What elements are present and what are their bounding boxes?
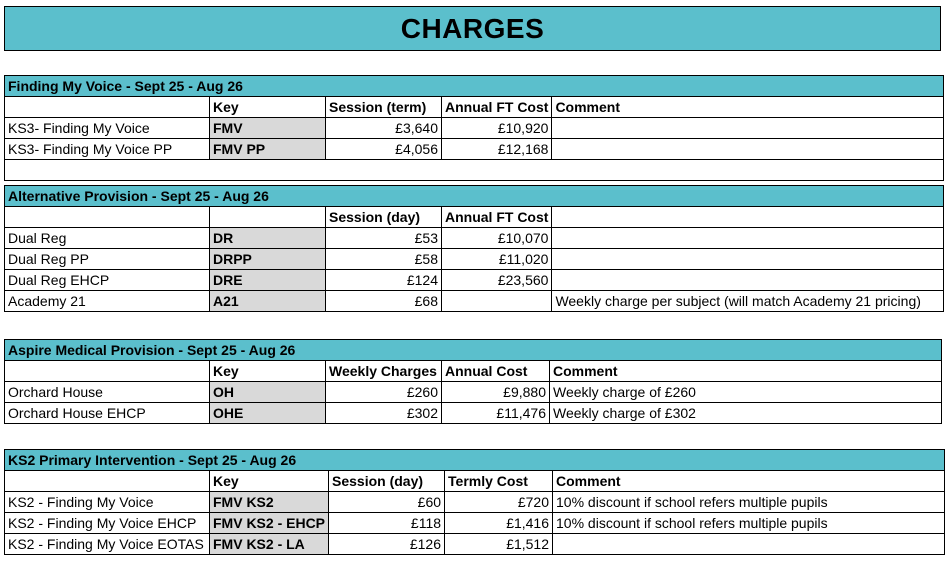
column-header: Weekly Charges (326, 361, 442, 382)
session-cost-cell: £124 (326, 270, 442, 291)
section-header-row (5, 76, 944, 97)
comment-cell: Weekly charge of £260 (550, 382, 942, 403)
comment-cell: Weekly charge per subject (will match Academy 21 pricing) (552, 291, 944, 312)
section-header: KS2 Primary Intervention - Sept 25 - Aug 26 (5, 450, 945, 471)
column-header: Termly Cost (445, 471, 553, 492)
key-cell: FMV KS2 - EHCP (210, 513, 329, 534)
weekly-charge-cell: £260 (326, 382, 442, 403)
session-cost-cell: £4,056 (326, 139, 442, 160)
column-header: Annual FT Cost (442, 207, 552, 228)
spacer-row (5, 160, 944, 181)
column-header-row (5, 97, 944, 118)
termly-cost-cell: £1,416 (445, 513, 553, 534)
key-cell: A21 (210, 291, 326, 312)
service-name-cell: KS3- Finding My Voice PP (5, 139, 210, 160)
annual-cost-cell: £11,020 (442, 249, 552, 270)
service-name-cell: Orchard House (5, 382, 210, 403)
annual-cost-cell (442, 291, 552, 312)
service-name-cell: KS2 - Finding My Voice EHCP (5, 513, 210, 534)
section-header: Finding My Voice - Sept 25 - Aug 26 (5, 76, 944, 97)
annual-cost-cell: £23,560 (442, 270, 552, 291)
key-cell: DRPP (210, 249, 326, 270)
session-cost-cell: £118 (329, 513, 445, 534)
column-header (5, 97, 210, 118)
key-cell: DRE (210, 270, 326, 291)
section-header: Aspire Medical Provision - Sept 25 - Aug 26 (5, 340, 942, 361)
weekly-charge-cell: £302 (326, 403, 442, 424)
column-header: Annual Cost (442, 361, 550, 382)
comment-cell (552, 228, 944, 249)
session-cost-cell: £60 (329, 492, 445, 513)
key-cell: FMV PP (210, 139, 326, 160)
column-header (210, 207, 326, 228)
session-cost-cell: £58 (326, 249, 442, 270)
column-header (5, 207, 210, 228)
annual-cost-cell: £9,880 (442, 382, 550, 403)
service-name-cell: Dual Reg PP (5, 249, 210, 270)
annual-cost-cell: £11,476 (442, 403, 550, 424)
session-cost-cell: £126 (329, 534, 445, 555)
table-row (5, 534, 945, 555)
table-row (5, 513, 945, 534)
column-header: Comment (552, 97, 944, 118)
table-row (5, 228, 944, 249)
termly-cost-cell: £720 (445, 492, 553, 513)
charges-title-bar (4, 6, 941, 51)
service-name-cell: KS2 - Finding My Voice EOTAS (5, 534, 210, 555)
key-cell: FMV KS2 - LA (210, 534, 329, 555)
column-header: Comment (550, 361, 942, 382)
empty-cell (5, 160, 944, 181)
service-name-cell: KS3- Finding My Voice (5, 118, 210, 139)
comment-cell (552, 118, 944, 139)
session-cost-cell: £53 (326, 228, 442, 249)
table-row (5, 403, 942, 424)
annual-cost-cell: £10,920 (442, 118, 552, 139)
comment-cell (552, 139, 944, 160)
comment-cell: 10% discount if school refers multiple pupils (553, 513, 945, 534)
finding-my-voice-table (4, 75, 944, 181)
column-header (5, 361, 210, 382)
service-name-cell: Academy 21 (5, 291, 210, 312)
alternative-provision-table (4, 185, 944, 312)
key-cell: FMV KS2 (210, 492, 329, 513)
table-row (5, 492, 945, 513)
column-header: Annual FT Cost (442, 97, 552, 118)
key-cell: OH (210, 382, 326, 403)
column-header (5, 471, 210, 492)
table-row (5, 139, 944, 160)
service-name-cell: Dual Reg (5, 228, 210, 249)
column-header: Session (day) (329, 471, 445, 492)
table-row (5, 118, 944, 139)
ks2-primary-intervention-table (4, 449, 945, 555)
section-header-row (5, 450, 945, 471)
column-header: Key (210, 361, 326, 382)
column-header-row (5, 471, 945, 492)
annual-cost-cell: £10,070 (442, 228, 552, 249)
column-header-row (5, 361, 942, 382)
column-header: Key (210, 97, 326, 118)
table-row (5, 249, 944, 270)
session-cost-cell: £68 (326, 291, 442, 312)
key-cell: FMV (210, 118, 326, 139)
aspire-medical-provision-table (4, 339, 942, 424)
comment-cell (552, 270, 944, 291)
column-header-row (5, 207, 944, 228)
section-header-row (5, 340, 942, 361)
session-cost-cell: £3,640 (326, 118, 442, 139)
comment-cell: Weekly charge of £302 (550, 403, 942, 424)
column-header: Session (term) (326, 97, 442, 118)
section-header-row (5, 186, 944, 207)
key-cell: DR (210, 228, 326, 249)
service-name-cell: Orchard House EHCP (5, 403, 210, 424)
table-row (5, 291, 944, 312)
table-row (5, 382, 942, 403)
table-row (5, 270, 944, 291)
column-header: Comment (553, 471, 945, 492)
comment-cell (552, 249, 944, 270)
page-title: CHARGES (400, 12, 545, 44)
column-header (552, 207, 944, 228)
service-name-cell: KS2 - Finding My Voice (5, 492, 210, 513)
key-cell: OHE (210, 403, 326, 424)
annual-cost-cell: £12,168 (442, 139, 552, 160)
column-header: Key (210, 471, 329, 492)
service-name-cell: Dual Reg EHCP (5, 270, 210, 291)
comment-cell: 10% discount if school refers multiple pupils (553, 492, 945, 513)
column-header: Session (day) (326, 207, 442, 228)
termly-cost-cell: £1,512 (445, 534, 553, 555)
comment-cell (553, 534, 945, 555)
section-header: Alternative Provision - Sept 25 - Aug 26 (5, 186, 944, 207)
